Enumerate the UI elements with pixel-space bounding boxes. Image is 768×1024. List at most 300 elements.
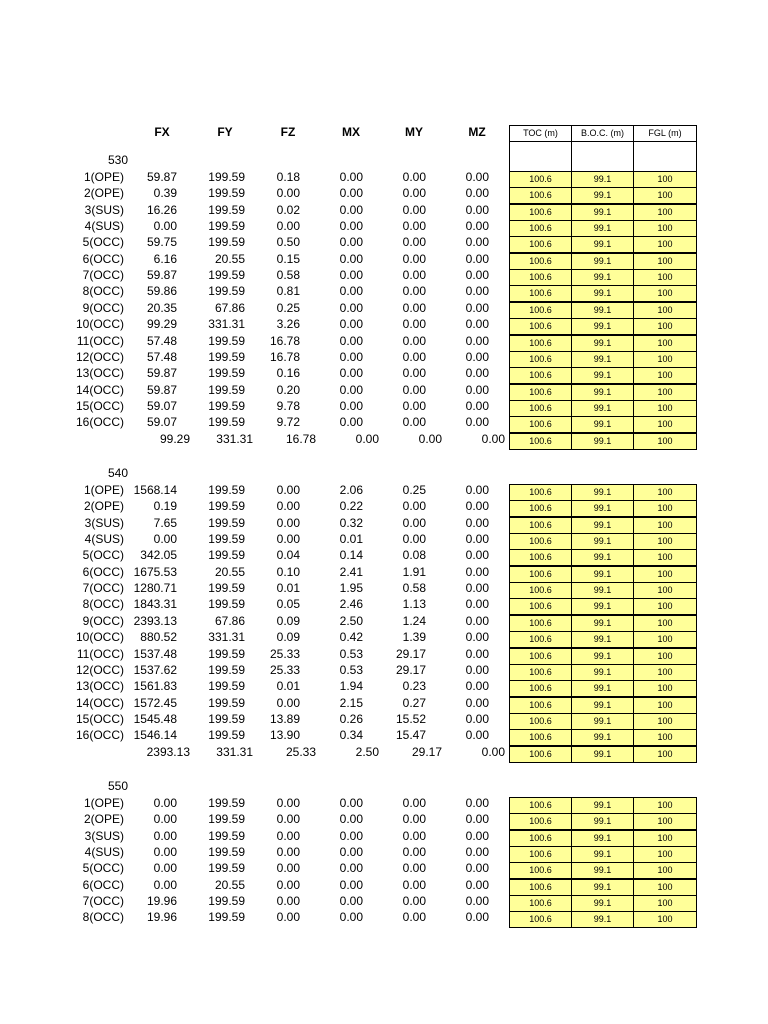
header-fy: FY xyxy=(217,125,233,139)
fz-value: 9.72 xyxy=(276,415,300,430)
toc-cell[interactable]: 100.6 xyxy=(509,895,572,912)
boc-cell[interactable]: 99.1 xyxy=(571,598,634,615)
fy-value: 199.59 xyxy=(208,333,245,348)
fz-value: 0.00 xyxy=(276,877,300,892)
toc-cell[interactable]: 100.6 xyxy=(509,517,572,534)
fx-value: 0.00 xyxy=(153,861,177,876)
mx-value: 0.00 xyxy=(339,186,363,201)
fgl-cell[interactable]: 100 xyxy=(633,285,697,302)
toc-cell[interactable]: 100.6 xyxy=(509,384,572,401)
toc-cell[interactable]: 100.6 xyxy=(509,220,572,237)
mx-value: 0.32 xyxy=(339,515,363,530)
my-value: 0.00 xyxy=(402,317,426,332)
fgl-cell[interactable]: 100 xyxy=(633,187,697,204)
max-mz: 0.00 xyxy=(481,744,505,759)
fz-value: 0.01 xyxy=(276,581,300,596)
blank-cell xyxy=(509,141,572,172)
fy-value: 199.59 xyxy=(208,415,245,430)
fgl-cell[interactable]: 100 xyxy=(633,631,697,648)
boc-cell[interactable]: 99.1 xyxy=(571,846,634,863)
boc-cell[interactable]: 99.1 xyxy=(571,500,634,517)
fgl-cell[interactable]: 100 xyxy=(633,830,697,847)
fgl-cell[interactable]: 100 xyxy=(633,318,697,335)
my-value: 0.00 xyxy=(402,532,426,547)
boc-cell[interactable]: 99.1 xyxy=(571,367,634,384)
fx-value: 0.00 xyxy=(153,812,177,827)
toc-cell[interactable]: 100.6 xyxy=(509,400,572,417)
boc-cell[interactable]: 99.1 xyxy=(571,713,634,730)
my-value: 0.00 xyxy=(402,845,426,860)
boc-cell[interactable]: 99.1 xyxy=(571,549,634,566)
fy-value: 199.59 xyxy=(208,499,245,514)
max-mz: 0.00 xyxy=(481,431,505,446)
fgl-cell[interactable]: 100 xyxy=(633,879,697,896)
boc-cell[interactable]: 99.1 xyxy=(571,400,634,417)
mx-value: 2.50 xyxy=(339,613,363,628)
fgl-cell[interactable]: 100 xyxy=(633,171,697,188)
load-case: 5(OCC) xyxy=(82,861,124,876)
fy-value: 199.59 xyxy=(208,597,245,612)
fy-value: 199.59 xyxy=(208,679,245,694)
toc-cell[interactable]: 100.6 xyxy=(509,582,572,599)
load-case: 2(OPE) xyxy=(83,499,124,514)
my-value: 0.00 xyxy=(402,515,426,530)
boc-cell[interactable]: 99.1 xyxy=(571,433,634,450)
my-value: 0.00 xyxy=(402,877,426,892)
toc-cell[interactable]: 100.6 xyxy=(509,680,572,697)
header-mz: MZ xyxy=(468,125,486,139)
fx-value: 59.87 xyxy=(146,268,177,283)
toc-cell[interactable]: 100.6 xyxy=(509,648,572,665)
load-case: 13(OCC) xyxy=(75,679,124,694)
fz-value: 25.33 xyxy=(269,662,300,677)
fgl-cell[interactable]: 100 xyxy=(633,302,697,319)
boc-cell[interactable]: 99.1 xyxy=(571,631,634,648)
fy-value: 199.59 xyxy=(208,186,245,201)
fz-value: 16.78 xyxy=(269,349,300,364)
fgl-cell[interactable]: 100 xyxy=(633,335,697,352)
fx-value: 1561.83 xyxy=(133,679,177,694)
mx-value: 2.06 xyxy=(339,483,363,497)
my-value: 0.00 xyxy=(402,828,426,843)
load-case: 13(OCC) xyxy=(75,366,124,381)
toc-cell[interactable]: 100.6 xyxy=(509,533,572,550)
fy-value: 199.59 xyxy=(208,349,245,364)
fx-value: 2393.13 xyxy=(133,613,177,628)
mz-value: 0.00 xyxy=(465,861,489,876)
boc-cell[interactable]: 99.1 xyxy=(571,862,634,879)
boc-cell[interactable]: 99.1 xyxy=(571,302,634,319)
fgl-cell[interactable]: 100 xyxy=(633,615,697,632)
fgl-cell[interactable]: 100 xyxy=(633,384,697,401)
fx-value: 1843.31 xyxy=(133,597,177,612)
boc-cell[interactable]: 99.1 xyxy=(571,879,634,896)
fgl-cell[interactable]: 100 xyxy=(633,269,697,286)
toc-cell[interactable]: 100.6 xyxy=(509,171,572,188)
mz-value: 0.00 xyxy=(465,366,489,381)
mz-value: 0.00 xyxy=(465,202,489,217)
fx-value: 6.16 xyxy=(153,251,177,266)
toc-cell[interactable]: 100.6 xyxy=(509,204,572,221)
load-case: 4(SUS) xyxy=(84,219,124,234)
boc-cell[interactable]: 99.1 xyxy=(571,253,634,270)
fgl-cell[interactable]: 100 xyxy=(633,517,697,534)
fgl-cell[interactable]: 100 xyxy=(633,697,697,714)
fx-value: 342.05 xyxy=(140,548,177,563)
toc-cell[interactable]: 100.6 xyxy=(509,500,572,517)
fz-value: 0.00 xyxy=(276,812,300,827)
my-value: 0.23 xyxy=(402,679,426,694)
fx-value: 1675.53 xyxy=(133,564,177,579)
boc-cell[interactable]: 99.1 xyxy=(571,171,634,188)
fz-value: 0.15 xyxy=(276,251,300,266)
load-case: 14(OCC) xyxy=(75,382,124,397)
boc-cell[interactable]: 99.1 xyxy=(571,615,634,632)
mz-value: 0.00 xyxy=(465,630,489,645)
mx-value: 1.95 xyxy=(339,581,363,596)
fz-value: 0.25 xyxy=(276,300,300,315)
fgl-cell[interactable]: 100 xyxy=(633,351,697,368)
boc-cell[interactable]: 99.1 xyxy=(571,416,634,433)
load-case: 10(OCC) xyxy=(75,317,124,332)
fgl-cell[interactable]: 100 xyxy=(633,433,697,450)
load-case: 16(OCC) xyxy=(75,415,124,430)
fgl-cell[interactable]: 100 xyxy=(633,746,697,763)
boc-cell[interactable]: 99.1 xyxy=(571,269,634,286)
boc-cell[interactable]: 99.1 xyxy=(571,729,634,746)
fy-value: 199.59 xyxy=(208,695,245,710)
mx-value: 0.00 xyxy=(339,251,363,266)
load-case: 15(OCC) xyxy=(75,398,124,413)
my-value: 0.08 xyxy=(402,548,426,563)
fgl-cell[interactable]: 100 xyxy=(633,416,697,433)
boc-cell[interactable]: 99.1 xyxy=(571,697,634,714)
my-value: 0.00 xyxy=(402,333,426,348)
mz-value: 0.00 xyxy=(465,548,489,563)
load-case: 3(SUS) xyxy=(84,828,124,843)
fz-value: 0.10 xyxy=(276,564,300,579)
fgl-cell[interactable]: 100 xyxy=(633,797,697,814)
load-case: 1(OPE) xyxy=(83,483,124,497)
my-value: 0.00 xyxy=(402,910,426,925)
fgl-cell[interactable]: 100 xyxy=(633,367,697,384)
load-case: 15(OCC) xyxy=(75,711,124,726)
mx-value: 1.94 xyxy=(339,679,363,694)
fy-value: 199.59 xyxy=(208,483,245,497)
toc-cell[interactable]: 100.6 xyxy=(509,302,572,319)
boc-cell[interactable]: 99.1 xyxy=(571,335,634,352)
toc-cell[interactable]: 100.6 xyxy=(509,598,572,615)
boc-cell[interactable]: 99.1 xyxy=(571,648,634,665)
fz-value: 25.33 xyxy=(269,646,300,661)
toc-cell[interactable]: 100.6 xyxy=(509,484,572,501)
fgl-cell[interactable]: 100 xyxy=(633,813,697,830)
boc-cell[interactable]: 99.1 xyxy=(571,517,634,534)
mx-value: 0.42 xyxy=(339,630,363,645)
header-fgl: FGL (m) xyxy=(633,125,697,142)
fx-value: 0.00 xyxy=(153,219,177,234)
fz-value: 0.16 xyxy=(276,366,300,381)
load-case: 8(OCC) xyxy=(82,597,124,612)
toc-cell[interactable]: 100.6 xyxy=(509,269,572,286)
mx-value: 0.00 xyxy=(339,268,363,283)
fgl-cell[interactable]: 100 xyxy=(633,729,697,746)
my-value: 29.17 xyxy=(395,646,426,661)
fx-value: 0.00 xyxy=(153,532,177,547)
fx-value: 0.00 xyxy=(153,877,177,892)
my-value: 1.91 xyxy=(402,564,426,579)
my-value: 0.00 xyxy=(402,349,426,364)
mx-value: 0.00 xyxy=(339,415,363,430)
load-case: 6(OCC) xyxy=(82,877,124,892)
fz-value: 0.00 xyxy=(276,861,300,876)
toc-cell[interactable]: 100.6 xyxy=(509,285,572,302)
fx-value: 0.00 xyxy=(153,796,177,810)
boc-cell[interactable]: 99.1 xyxy=(571,813,634,830)
load-case: 7(OCC) xyxy=(82,894,124,909)
fgl-cell[interactable]: 100 xyxy=(633,236,697,253)
fgl-cell[interactable]: 100 xyxy=(633,846,697,863)
fgl-cell[interactable]: 100 xyxy=(633,484,697,501)
mx-value: 0.00 xyxy=(339,910,363,925)
fgl-cell[interactable]: 100 xyxy=(633,648,697,665)
my-value: 0.00 xyxy=(402,235,426,250)
fy-value: 199.59 xyxy=(208,910,245,925)
boc-cell[interactable]: 99.1 xyxy=(571,187,634,204)
fz-value: 0.00 xyxy=(276,515,300,530)
fx-value: 59.87 xyxy=(146,366,177,381)
mx-value: 0.00 xyxy=(339,317,363,332)
my-value: 0.27 xyxy=(402,695,426,710)
max-fx: 99.29 xyxy=(159,431,190,446)
boc-cell[interactable]: 99.1 xyxy=(571,204,634,221)
fgl-cell[interactable]: 100 xyxy=(633,895,697,912)
my-value: 0.58 xyxy=(402,581,426,596)
load-case: 8(OCC) xyxy=(82,284,124,299)
boc-cell[interactable]: 99.1 xyxy=(571,220,634,237)
load-case: 7(OCC) xyxy=(82,268,124,283)
fy-value: 199.59 xyxy=(208,581,245,596)
fx-value: 0.39 xyxy=(153,186,177,201)
toc-cell[interactable]: 100.6 xyxy=(509,236,572,253)
fz-value: 0.05 xyxy=(276,597,300,612)
fz-value: 16.78 xyxy=(269,333,300,348)
toc-cell[interactable]: 100.6 xyxy=(509,631,572,648)
fz-value: 0.00 xyxy=(276,796,300,810)
fz-value: 0.09 xyxy=(276,613,300,628)
toc-cell[interactable]: 100.6 xyxy=(509,879,572,896)
toc-cell[interactable]: 100.6 xyxy=(509,416,572,433)
my-value: 0.00 xyxy=(402,202,426,217)
load-case: 5(OCC) xyxy=(82,235,124,250)
fgl-cell[interactable]: 100 xyxy=(633,253,697,270)
toc-cell[interactable]: 100.6 xyxy=(509,253,572,270)
boc-cell[interactable]: 99.1 xyxy=(571,285,634,302)
toc-cell[interactable]: 100.6 xyxy=(509,846,572,863)
mz-value: 0.00 xyxy=(465,532,489,547)
toc-cell[interactable]: 100.6 xyxy=(509,351,572,368)
boc-cell[interactable]: 99.1 xyxy=(571,318,634,335)
fx-value: 57.48 xyxy=(146,333,177,348)
toc-cell[interactable]: 100.6 xyxy=(509,549,572,566)
mx-value: 0.00 xyxy=(339,202,363,217)
boc-cell[interactable]: 99.1 xyxy=(571,236,634,253)
node-label: 540 xyxy=(107,466,128,480)
mz-value: 0.00 xyxy=(465,877,489,892)
load-case: 3(SUS) xyxy=(84,515,124,530)
my-value: 0.00 xyxy=(402,796,426,810)
fz-value: 0.00 xyxy=(276,499,300,514)
fy-value: 199.59 xyxy=(208,894,245,909)
mz-value: 0.00 xyxy=(465,415,489,430)
fy-value: 199.59 xyxy=(208,235,245,250)
boc-cell[interactable]: 99.1 xyxy=(571,911,634,928)
mx-value: 0.00 xyxy=(339,812,363,827)
mz-value: 0.00 xyxy=(465,398,489,413)
boc-cell[interactable]: 99.1 xyxy=(571,484,634,501)
my-value: 0.00 xyxy=(402,366,426,381)
toc-cell[interactable]: 100.6 xyxy=(509,615,572,632)
mz-value: 0.00 xyxy=(465,483,489,497)
mx-value: 2.15 xyxy=(339,695,363,710)
mz-value: 0.00 xyxy=(465,597,489,612)
mx-value: 0.00 xyxy=(339,861,363,876)
mz-value: 0.00 xyxy=(465,251,489,266)
fgl-cell[interactable]: 100 xyxy=(633,911,697,928)
fgl-cell[interactable]: 100 xyxy=(633,713,697,730)
toc-cell[interactable]: 100.6 xyxy=(509,862,572,879)
my-value: 15.52 xyxy=(395,711,426,726)
fgl-cell[interactable]: 100 xyxy=(633,566,697,583)
elevation-cells xyxy=(509,911,698,927)
fz-value: 0.50 xyxy=(276,235,300,250)
boc-cell[interactable]: 99.1 xyxy=(571,664,634,681)
my-value: 0.00 xyxy=(402,812,426,827)
mx-value: 0.01 xyxy=(339,532,363,547)
mz-value: 0.00 xyxy=(465,219,489,234)
toc-cell[interactable]: 100.6 xyxy=(509,566,572,583)
boc-cell[interactable]: 99.1 xyxy=(571,384,634,401)
toc-cell[interactable]: 100.6 xyxy=(509,746,572,763)
boc-cell[interactable]: 99.1 xyxy=(571,895,634,912)
boc-cell[interactable]: 99.1 xyxy=(571,351,634,368)
fgl-cell[interactable]: 100 xyxy=(633,598,697,615)
fgl-cell[interactable]: 100 xyxy=(633,220,697,237)
mx-value: 0.34 xyxy=(339,728,363,743)
toc-cell[interactable]: 100.6 xyxy=(509,187,572,204)
load-case: 7(OCC) xyxy=(82,581,124,596)
fy-value: 199.59 xyxy=(208,219,245,234)
mx-value: 0.53 xyxy=(339,646,363,661)
toc-cell[interactable]: 100.6 xyxy=(509,729,572,746)
fx-value: 1545.48 xyxy=(133,711,177,726)
toc-cell[interactable]: 100.6 xyxy=(509,713,572,730)
my-value: 0.00 xyxy=(402,251,426,266)
fz-value: 0.00 xyxy=(276,910,300,925)
my-value: 0.00 xyxy=(402,894,426,909)
mz-value: 0.00 xyxy=(465,268,489,283)
toc-cell[interactable]: 100.6 xyxy=(509,664,572,681)
mz-value: 0.00 xyxy=(465,679,489,694)
fy-value: 199.59 xyxy=(208,284,245,299)
toc-cell[interactable]: 100.6 xyxy=(509,911,572,928)
fz-value: 0.00 xyxy=(276,828,300,843)
toc-cell[interactable]: 100.6 xyxy=(509,335,572,352)
mx-value: 0.00 xyxy=(339,796,363,810)
fx-value: 59.75 xyxy=(146,235,177,250)
max-fy: 331.31 xyxy=(216,431,253,446)
fgl-cell[interactable]: 100 xyxy=(633,664,697,681)
my-value: 0.00 xyxy=(402,382,426,397)
my-value: 0.00 xyxy=(402,861,426,876)
fz-value: 0.18 xyxy=(276,170,300,184)
toc-cell[interactable]: 100.6 xyxy=(509,797,572,814)
fy-value: 199.59 xyxy=(208,532,245,547)
fz-value: 0.20 xyxy=(276,382,300,397)
load-case: 14(OCC) xyxy=(75,695,124,710)
fgl-cell[interactable]: 100 xyxy=(633,204,697,221)
mz-value: 0.00 xyxy=(465,235,489,250)
toc-cell[interactable]: 100.6 xyxy=(509,318,572,335)
fy-value: 67.86 xyxy=(214,613,245,628)
fx-value: 880.52 xyxy=(140,630,177,645)
toc-cell[interactable]: 100.6 xyxy=(509,433,572,450)
mx-value: 0.00 xyxy=(339,349,363,364)
fz-value: 13.89 xyxy=(269,711,300,726)
boc-cell[interactable]: 99.1 xyxy=(571,746,634,763)
fgl-cell[interactable]: 100 xyxy=(633,582,697,599)
fgl-cell[interactable]: 100 xyxy=(633,533,697,550)
load-case: 9(OCC) xyxy=(82,300,124,315)
my-value: 29.17 xyxy=(395,662,426,677)
toc-cell[interactable]: 100.6 xyxy=(509,813,572,830)
max-mx: 0.00 xyxy=(355,431,379,446)
fgl-cell[interactable]: 100 xyxy=(633,400,697,417)
fz-value: 0.00 xyxy=(276,219,300,234)
fz-value: 0.00 xyxy=(276,894,300,909)
my-value: 0.00 xyxy=(402,284,426,299)
fgl-cell[interactable]: 100 xyxy=(633,500,697,517)
elevation-blank-box xyxy=(509,141,698,172)
mz-value: 0.00 xyxy=(465,186,489,201)
boc-cell[interactable]: 99.1 xyxy=(571,680,634,697)
fy-value: 199.59 xyxy=(208,548,245,563)
toc-cell[interactable]: 100.6 xyxy=(509,697,572,714)
fx-value: 59.87 xyxy=(146,170,177,184)
toc-cell[interactable]: 100.6 xyxy=(509,830,572,847)
fgl-cell[interactable]: 100 xyxy=(633,680,697,697)
load-case: 4(SUS) xyxy=(84,532,124,547)
boc-cell[interactable]: 99.1 xyxy=(571,566,634,583)
fgl-cell[interactable]: 100 xyxy=(633,549,697,566)
fx-value: 0.00 xyxy=(153,845,177,860)
fgl-cell[interactable]: 100 xyxy=(633,862,697,879)
boc-cell[interactable]: 99.1 xyxy=(571,533,634,550)
mx-value: 0.26 xyxy=(339,711,363,726)
fz-value: 0.00 xyxy=(276,845,300,860)
node-label: 550 xyxy=(107,779,128,793)
boc-cell[interactable]: 99.1 xyxy=(571,797,634,814)
fz-value: 13.90 xyxy=(269,728,300,743)
fy-value: 199.59 xyxy=(208,398,245,413)
boc-cell[interactable]: 99.1 xyxy=(571,582,634,599)
mz-value: 0.00 xyxy=(465,333,489,348)
toc-cell[interactable]: 100.6 xyxy=(509,367,572,384)
boc-cell[interactable]: 99.1 xyxy=(571,830,634,847)
load-case: 4(SUS) xyxy=(84,845,124,860)
fy-value: 331.31 xyxy=(208,317,245,332)
fz-value: 0.00 xyxy=(276,695,300,710)
